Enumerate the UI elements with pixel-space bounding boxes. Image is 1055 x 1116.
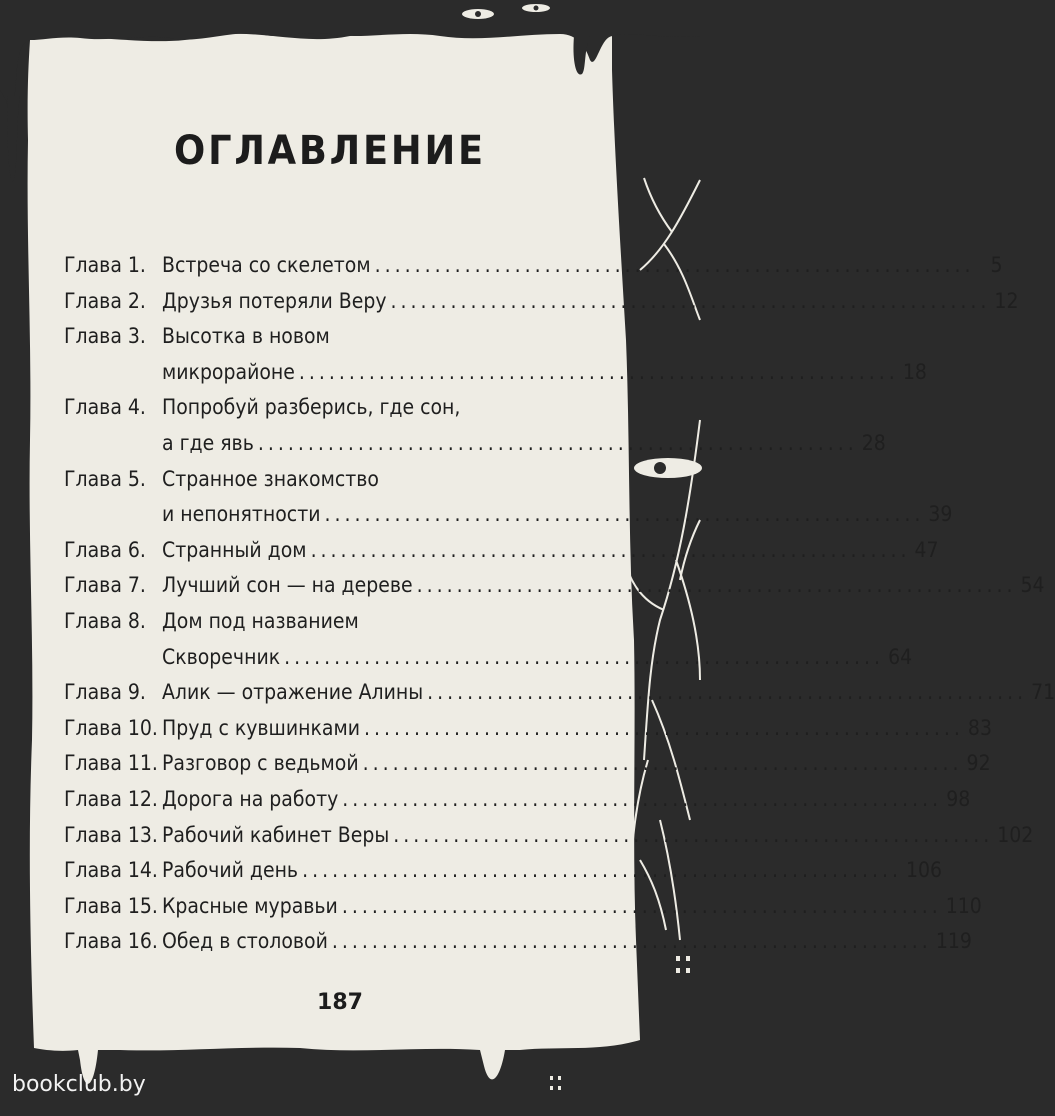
chapter-page: 12 (994, 288, 1019, 313)
dot-leader: ............................................................ (331, 929, 932, 954)
chapter-title: Красные муравьи (162, 893, 338, 918)
chapter-title: Дом под названием (162, 609, 359, 633)
chapter-number: Глава 16. (64, 929, 158, 954)
dot-leader: ............................................................ (257, 431, 858, 455)
chapter-page: 106 (906, 858, 943, 883)
dot-leader: ............................................................ (390, 288, 991, 313)
toc-line (64, 604, 564, 638)
chapter-number: Глава 2. (64, 288, 146, 313)
chapter-title: а где явь (162, 431, 254, 455)
dot-leader: ............................................................ (324, 502, 925, 527)
toc-line (64, 568, 1045, 602)
chapter-number: Глава 10. (64, 715, 158, 740)
chapter-page: 98 (946, 787, 971, 811)
page-title: ОГЛАВЛЕНИЕ (174, 128, 486, 174)
chapter-page: 54 (1020, 573, 1045, 598)
toc-line (64, 711, 992, 745)
chapter-number: Глава 7. (64, 573, 146, 598)
chapter-title: Странное знакомство (162, 466, 379, 491)
toc-line (64, 818, 1034, 852)
chapter-number: Глава 3. (64, 324, 146, 349)
chapter-page: 110 (945, 893, 982, 918)
toc-line (64, 390, 564, 424)
dot-leader: ............................................................ (364, 715, 964, 740)
chapter-title: Обед в столовой (162, 929, 328, 954)
chapter-title: Странный дом (162, 537, 307, 562)
chapter-number: Глава 12. (64, 787, 158, 811)
chapter-number: Глава 15. (64, 893, 158, 918)
chapter-title: Дорога на работу (162, 787, 339, 811)
chapter-number: Глава 13. (64, 822, 158, 847)
chapter-number: Глава 5. (64, 466, 146, 491)
dot-leader: ............................................................ (341, 893, 942, 918)
chapter-number: Глава 6. (64, 537, 146, 562)
chapter-page: 64 (888, 644, 913, 669)
dot-leader: ............................................................ (362, 751, 963, 776)
chapter-title: Пруд с кувшинками (162, 715, 360, 740)
chapter-title: Попробуй разберись, где сон, (162, 395, 461, 420)
chapter-page: 5 (990, 253, 1003, 277)
chapter-title: Друзья потеряли Веру (162, 288, 387, 313)
dot-leader: ............................................................ (393, 822, 994, 847)
chapter-title: Лучший сон — на дереве (162, 573, 413, 598)
chapter-page: 71 (1031, 680, 1055, 705)
chapter-title: Встреча со скелетом (162, 253, 371, 277)
toc-line (64, 640, 913, 674)
chapter-page: 119 (935, 929, 972, 954)
dot-leader: ............................................................ (284, 644, 885, 669)
toc-line (64, 782, 971, 816)
dot-leader: ............................................................ (302, 858, 902, 883)
chapter-page: 92 (966, 751, 991, 776)
chapter-page: 39 (928, 502, 953, 527)
watermark: bookclub.by (12, 1072, 146, 1097)
chapter-title: Алик — отражение Алины (162, 680, 424, 705)
page-number: 187 (317, 990, 363, 1015)
chapter-title: микрорайоне (162, 359, 295, 384)
toc-line (64, 248, 1003, 282)
chapter-title: Рабочий кабинет Веры (162, 822, 390, 847)
toc-line (64, 746, 991, 780)
chapter-page: 83 (967, 715, 992, 740)
dot-leader: ............................................................ (427, 680, 1028, 705)
chapter-title: Скворечник (162, 644, 281, 669)
chapter-number: Глава 11. (64, 751, 158, 776)
chapter-number: Глава 9. (64, 680, 146, 705)
chapter-title: Рабочий день (162, 858, 299, 883)
chapter-number: Глава 1. (64, 253, 146, 277)
chapter-page: 47 (914, 537, 939, 562)
toc-line (64, 675, 1055, 709)
toc-line (64, 853, 943, 887)
eye-icon (634, 458, 702, 478)
toc-line (64, 924, 972, 958)
chapter-title: Разговор с ведьмой (162, 751, 359, 776)
toc-line (64, 889, 982, 923)
chapter-title: и непонятности (162, 502, 321, 527)
chapter-number: Глава 8. (64, 609, 146, 633)
chapter-page: 18 (902, 359, 927, 384)
chapter-page: 28 (861, 431, 886, 455)
toc-line (64, 462, 564, 496)
toc-line (64, 319, 564, 353)
dot-leader: ............................................................ (310, 537, 911, 562)
dot-leader: ............................................................ (298, 359, 899, 384)
chapter-number: Глава 4. (64, 395, 146, 420)
dot-leader: ............................................................ (416, 573, 1017, 598)
chapter-number: Глава 14. (64, 858, 158, 883)
toc-line (64, 533, 939, 567)
chapter-page: 102 (997, 822, 1034, 847)
toc-line (64, 497, 953, 531)
toc-line (64, 355, 927, 389)
chapter-title: Высотка в новом (162, 324, 330, 349)
toc-line (64, 426, 886, 460)
dot-leader: ............................................................ (342, 787, 943, 811)
toc-line (64, 284, 1019, 318)
dot-leader: ............................................................ (374, 253, 975, 277)
